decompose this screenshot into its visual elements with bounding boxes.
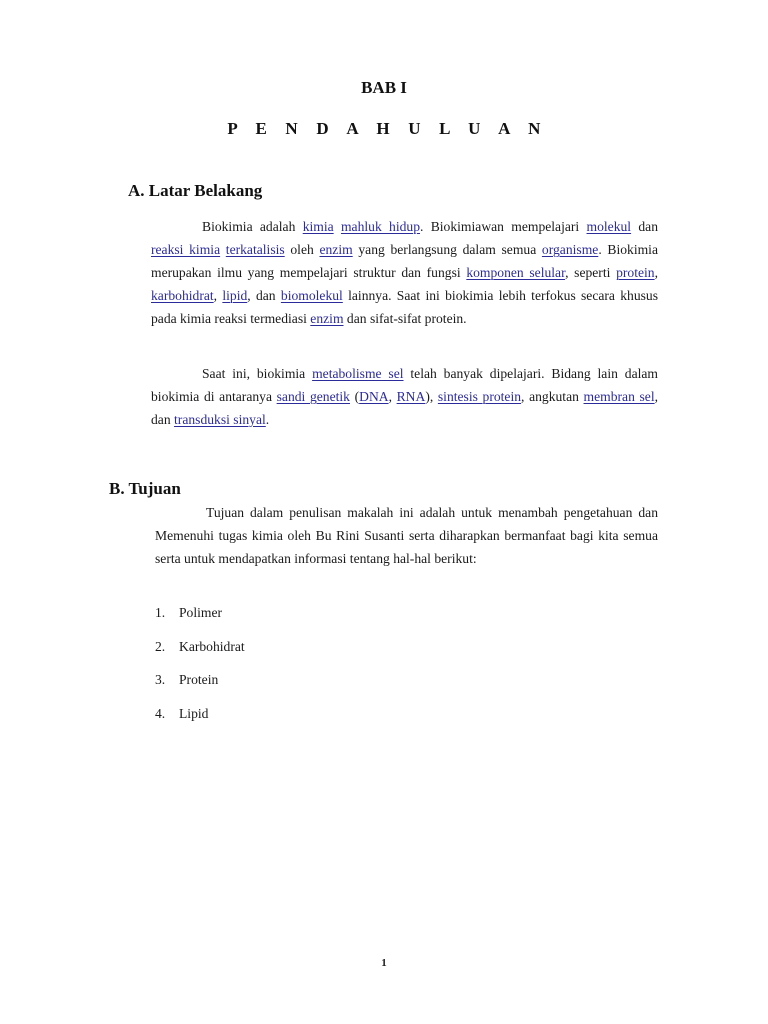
paragraph: [155, 502, 658, 571]
text-run: . Biokimiawan mempelajari: [420, 219, 587, 234]
list-item-label: Polimer: [179, 605, 223, 620]
hyperlink-komponen-selular[interactable]: komponen selular: [466, 264, 566, 280]
hyperlink-reaksi-kimia[interactable]: reaksi kimia: [151, 241, 221, 257]
section-heading-tujuan: B. Tujuan: [109, 479, 181, 498]
hyperlink-molekul[interactable]: molekul: [586, 219, 632, 234]
text-run: , angkutan: [521, 388, 584, 404]
text-run: .: [265, 411, 270, 427]
hyperlink-mahluk-hidup[interactable]: mahluk hidup: [340, 219, 421, 234]
list-number: 2.: [155, 638, 166, 654]
list-number: 4.: [155, 705, 166, 721]
hyperlink-rna[interactable]: RNA: [396, 388, 426, 404]
hyperlink-transduksi-sinyal[interactable]: transduksi sinyal: [174, 411, 266, 427]
text-run: ,: [388, 388, 397, 404]
text-run: Biokimia adalah: [202, 219, 303, 234]
text-run: ,: [654, 264, 658, 280]
list-item: [155, 605, 245, 639]
hyperlink-sandi-genetik[interactable]: sandi genetik: [276, 388, 350, 404]
hyperlink-karbohidrat[interactable]: karbohidrat: [151, 287, 214, 303]
text-run: yang berlangsung dalam semua: [352, 241, 542, 257]
hyperlink-enzim[interactable]: enzim: [319, 241, 353, 257]
text-run: dan sifat-sifat protein.: [343, 310, 467, 326]
hyperlink-lipid[interactable]: lipid: [222, 287, 248, 303]
hyperlink-biomolekul[interactable]: biomolekul: [280, 287, 343, 303]
list-number: 3.: [155, 672, 166, 688]
text-run: ),: [425, 388, 438, 404]
list-item-label: Lipid: [179, 705, 209, 721]
list-number: 1.: [155, 605, 166, 620]
text-run: Saat ini, biokimia: [202, 366, 313, 381]
hyperlink-protein[interactable]: protein: [616, 264, 655, 280]
list-item-label: Karbohidrat: [179, 638, 245, 654]
text-run: [334, 219, 341, 234]
paragraph: [151, 216, 658, 331]
text-run: , dan: [151, 388, 659, 427]
goals-list: [155, 605, 245, 739]
text-run: , dan: [247, 287, 281, 303]
hyperlink-dna[interactable]: DNA: [359, 388, 389, 404]
page-number: 1: [381, 957, 387, 969]
text-run: telah banyak dipelajari. Bidang lain dalam biokimia di antaranya: [151, 366, 658, 404]
list-item: [155, 639, 245, 673]
text-run: oleh: [284, 241, 320, 257]
hyperlink-organisme[interactable]: organisme: [541, 241, 599, 257]
text-run: ,: [213, 287, 223, 303]
hyperlink-kimia[interactable]: kimia: [302, 219, 334, 234]
text-run: Tujuan dalam penulisan makalah ini adalah untuk menambah pengetahuan dan Memenuhi tugas kimia oleh Bu Rini Susanti serta diharapkan bermanfaat bagi kita semua serta untuk mendapatkan informasi tentang hal-hal berikut:: [155, 505, 658, 566]
text-run: (: [349, 388, 360, 404]
text-run: lainnya. Saat ini biokimia lebih terfokus secara khusus pada kimia reaksi termediasi: [151, 287, 659, 326]
text-run: dan: [631, 219, 659, 234]
section-heading-latar-belakang: A. Latar Belakang: [128, 181, 263, 200]
hyperlink-sintesis-protein[interactable]: sintesis protein: [437, 388, 522, 404]
text-run: . Biokimia merupakan ilmu yang mempelajari struktur dan fungsi: [151, 241, 658, 280]
list-item: [155, 672, 245, 706]
list-item-label: Protein: [179, 672, 219, 688]
hyperlink-metabolisme-sel[interactable]: metabolisme sel: [312, 366, 404, 381]
paragraph: [151, 363, 658, 432]
list-item: [155, 706, 245, 740]
hyperlink-enzim[interactable]: enzim: [310, 310, 344, 326]
chapter-title: P E N D A H U L U A N: [227, 119, 548, 138]
text-run: , seperti: [565, 264, 617, 280]
hyperlink-terkatalisis[interactable]: terkatalisis: [225, 241, 285, 257]
hyperlink-membran-sel[interactable]: membran sel: [583, 388, 655, 404]
chapter-number: BAB I: [361, 78, 407, 97]
